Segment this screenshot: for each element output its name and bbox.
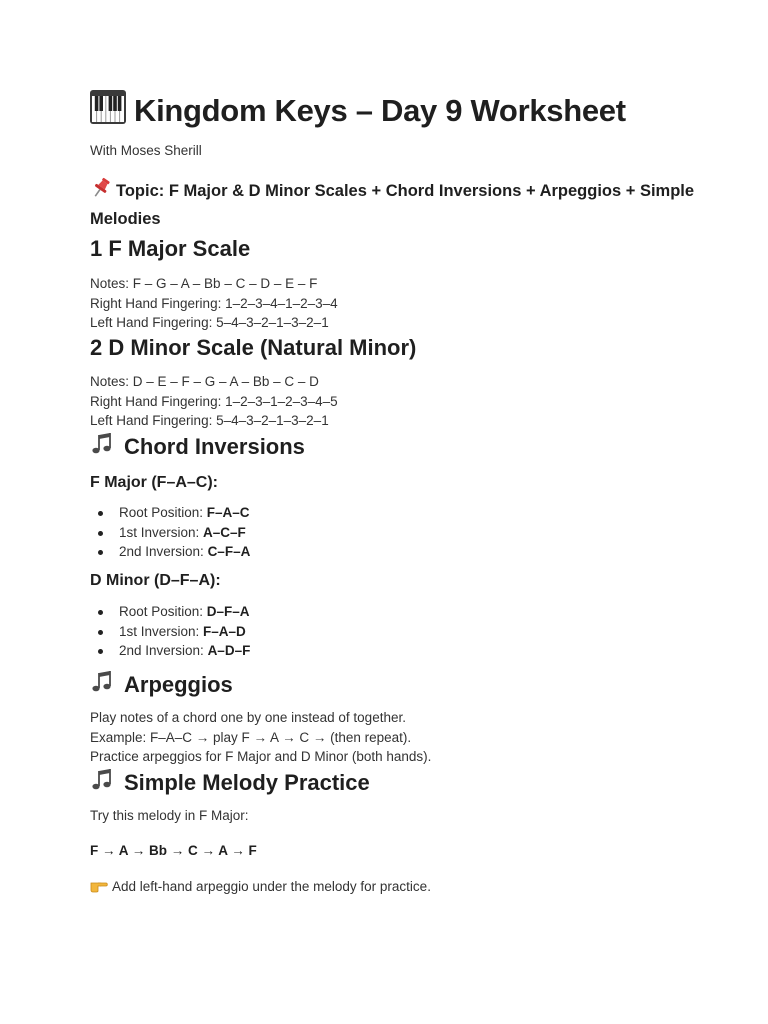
list-item (90, 542, 250, 562)
inversion-label: 2nd Inversion: (119, 643, 208, 658)
melody-heading-text: Simple Melody Practice (124, 770, 370, 795)
inversion-label: 2nd Inversion: (119, 544, 208, 559)
arpeggios-heading (90, 670, 233, 700)
inversion-label: 1st Inversion: (119, 623, 204, 639)
melody-sequence: F → A → Bb → C → A → F (90, 843, 257, 858)
inversion-value: C–F–A (207, 544, 251, 559)
f-major-right-hand: Right Hand Fingering: 1–2–3–4–1–2–3–4 (90, 295, 338, 311)
f-major-left-hand: Left Hand Fingering: 5–4–3–2–1–3–2–1 (90, 315, 329, 330)
chord-inversions-heading (90, 432, 305, 462)
page-title (90, 90, 626, 132)
d-minor-notes: Notes: D – E – F – G – A – Bb – C – D (90, 374, 319, 389)
d-minor-chord-heading: D Minor (D–F–A): (90, 572, 221, 589)
music-notes-icon (90, 768, 118, 798)
topic-line (90, 177, 710, 232)
pointing-hand-icon (90, 877, 108, 896)
inversion-value: F–A–C (206, 505, 250, 520)
subtitle: With Moses Sherill (90, 143, 202, 158)
inversion-label: Root Position: (119, 604, 207, 619)
inversion-label: Root Position: (119, 505, 207, 520)
inversion-value: D–F–A (206, 604, 250, 619)
f-major-scale-heading: 1 F Major Scale (90, 236, 251, 261)
f-major-notes: Notes: F – G – A – Bb – C – D – E – F (90, 276, 318, 291)
inversion-value: A–C–F (203, 524, 246, 540)
f-major-inversion-list (90, 503, 250, 562)
d-minor-left-hand: Left Hand Fingering: 5–4–3–2–1–3–2–1 (90, 413, 329, 428)
topic-text: Topic: F Major & D Minor Scales + Chord Inversions + Arpeggios + Simple Melodies (90, 182, 695, 228)
inversion-label: 1st Inversion: (119, 524, 204, 540)
title-text: Kingdom Keys – Day 9 Worksheet (134, 93, 626, 128)
music-notes-icon (90, 670, 118, 700)
list-item (90, 523, 250, 543)
pushpin-icon (90, 177, 112, 207)
list-item (90, 602, 250, 622)
piano-icon (90, 90, 126, 132)
melody-tip-text: Add left-hand arpeggio under the melody for practice. (112, 879, 431, 894)
f-major-chord-heading: F Major (F–A–C): (90, 474, 218, 491)
arpeggios-line-3: Practice arpeggios for F Major and D Minor (both hands). (90, 749, 432, 764)
melody-heading (90, 768, 370, 798)
music-notes-icon (90, 432, 118, 462)
arpeggios-line-2: Example: F–A–C → play F → A → C → (then repeat). (90, 729, 412, 745)
list-item (90, 641, 250, 661)
chord-inversions-heading-text: Chord Inversions (124, 434, 305, 459)
melody-tip (90, 877, 431, 896)
d-minor-right-hand: Right Hand Fingering: 1–2–3–1–2–3–4–5 (90, 393, 338, 409)
list-item (90, 503, 250, 523)
list-item (90, 622, 250, 642)
d-minor-inversion-list (90, 602, 250, 661)
inversion-value: A–D–F (207, 643, 251, 658)
inversion-value: F–A–D (203, 623, 246, 639)
d-minor-scale-heading: 2 D Minor Scale (Natural Minor) (90, 335, 417, 360)
arpeggios-heading-text: Arpeggios (124, 672, 233, 697)
arpeggios-line-1: Play notes of a chord one by one instead of together. (90, 710, 406, 725)
melody-intro: Try this melody in F Major: (90, 808, 249, 823)
